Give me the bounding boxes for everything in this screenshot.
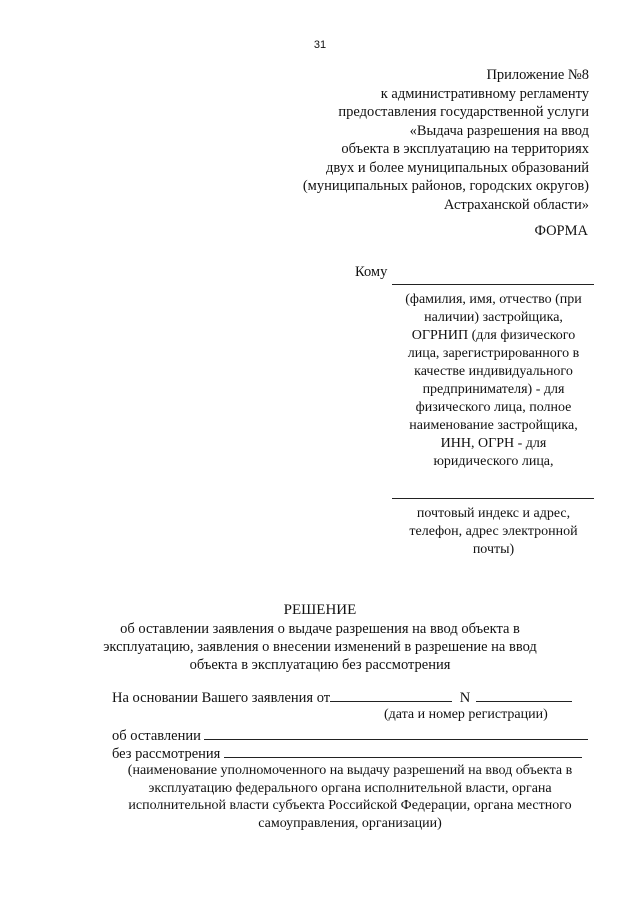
caption-line: исполнительной власти субъекта Российской Федерации, органа местного: [128, 798, 572, 813]
application-number-field: [476, 689, 572, 702]
caption-line: почты): [472, 542, 515, 557]
leave-field: [204, 727, 588, 740]
recipient-name-caption: [390, 291, 597, 471]
recipient-address-caption: [390, 505, 597, 559]
appendix-line: «Выдача разрешения на ввод: [409, 122, 589, 139]
caption-line: качестве индивидуального: [414, 364, 573, 379]
caption-line: физического лица, полное: [415, 400, 572, 415]
caption-line: самоуправления, организации): [258, 815, 442, 831]
caption-line: телефон, адрес электронной: [409, 524, 578, 539]
without-review-row: [112, 745, 582, 763]
appendix-line: Астраханской области»: [443, 196, 589, 213]
caption-line: эксплуатацию федерального органа исполнительной власти, органа: [148, 780, 552, 796]
appendix-header: [259, 66, 589, 214]
decision-subtitle-line: объекта в эксплуатацию без рассмотрения: [189, 657, 451, 673]
application-date-field: [330, 689, 452, 702]
caption-line: предпринимателя) - для: [422, 382, 565, 397]
appendix-line: объекта в эксплуатацию на территориях: [341, 141, 589, 157]
leave-row: [112, 727, 588, 745]
number-sign: N: [459, 690, 471, 706]
recipient-label: Кому: [355, 264, 388, 280]
caption-line: ОГРНИП (для физического: [411, 328, 576, 343]
page-number: 31: [313, 39, 327, 51]
without-review-field: [224, 745, 582, 758]
basis-row: [112, 689, 572, 707]
registration-caption: (дата и номер регистрации): [384, 707, 548, 722]
form-label: ФОРМА: [534, 223, 588, 239]
caption-line: ИНН, ОГРН - для: [440, 436, 547, 451]
without-review-text: без рассмотрения: [112, 746, 221, 762]
caption-line: юридического лица,: [433, 454, 554, 469]
decision-title: РЕШЕНИЕ: [283, 602, 357, 618]
leave-text: об оставлении: [112, 728, 201, 744]
caption-line: лица, зарегистрированного в: [407, 346, 580, 361]
caption-line: (фамилия, имя, отчество (при: [405, 292, 582, 307]
basis-text: На основании Вашего заявления от: [112, 690, 331, 706]
appendix-line: Приложение №8: [486, 67, 589, 83]
caption-line: наличии) застройщика,: [424, 310, 563, 325]
appendix-line: предоставления государственной услуги: [338, 104, 589, 120]
caption-line: наименование застройщика,: [409, 418, 578, 433]
decision-subtitle-line: эксплуатацию, заявления о внесении изменений в разрешение на ввод: [103, 639, 537, 655]
appendix-line: двух и более муниципальных образований: [326, 159, 589, 176]
authority-caption: [108, 762, 592, 832]
appendix-line: к административному регламенту: [380, 85, 589, 102]
decision-subtitle-line: об оставлении заявления о выдаче разрешения на ввод объекта в: [120, 621, 520, 637]
decision-heading: [90, 601, 550, 674]
recipient-name-line: [392, 284, 594, 285]
caption-line: почтовый индекс и адрес,: [416, 506, 571, 521]
appendix-line: (муниципальных районов, городских округов): [302, 178, 589, 194]
recipient-address-line: [392, 498, 594, 499]
caption-line: (наименование уполномоченного на выдачу разрешений на ввод объекта в: [127, 763, 573, 778]
